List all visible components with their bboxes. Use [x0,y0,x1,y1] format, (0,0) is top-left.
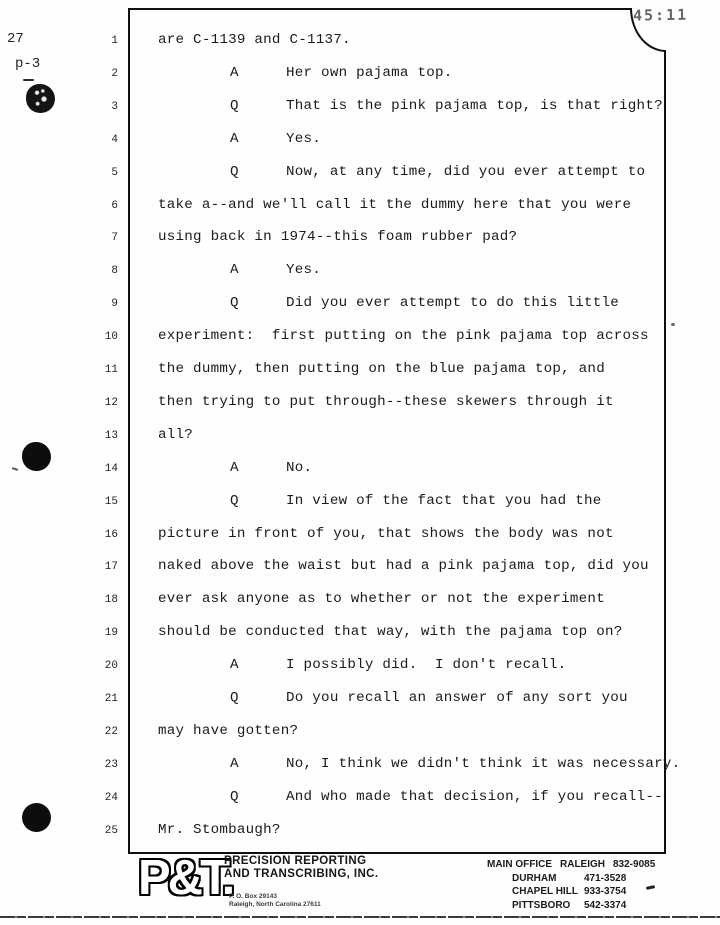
transcript-text: No, I think we didn't think it was necessary. [286,755,681,772]
transcript-line [0,131,720,161]
line-number: 23 [104,758,118,771]
transcript-line [0,427,720,457]
transcript-line [0,822,720,852]
line-number: 14 [104,462,118,475]
speaker-marker: Q [230,295,239,312]
transcript-line [0,624,720,654]
line-number: 24 [104,791,118,804]
transcript-line [0,756,720,786]
company-name-line1: PRECISION REPORTING [224,855,367,867]
transcript-text: take a--and we'll call it the dummy here that you were [158,196,632,213]
line-number: 17 [104,561,118,574]
transcript-line [0,460,720,490]
transcript-line [0,657,720,687]
main-office-label: MAIN OFFICE [487,859,552,870]
speaker-marker: A [230,459,239,476]
transcript-line [0,558,720,588]
transcript-text: Yes. [286,130,322,147]
line-number: 12 [104,396,118,409]
line-number: 22 [104,725,118,738]
transcript-text: naked above the waist but had a pink pajama top, did you [158,558,649,575]
office-city: DURHAM [512,872,557,884]
transcript-text: all? [158,426,194,443]
line-number: 4 [111,133,118,146]
transcript-text: ever ask anyone as to whether or not the experiment [158,591,605,608]
transcript-text: Her own pajama top. [286,64,453,81]
transcript-text: Did you ever attempt to do this little [286,295,620,312]
transcript-text: In view of the fact that you had the [286,492,602,509]
page-bottom-rule [0,916,720,918]
speaker-marker: A [230,130,239,147]
transcript-text: using back in 1974--this foam rubber pad? [158,229,518,246]
transcript-text: the dummy, then putting on the blue pajama top, and [158,361,605,377]
line-number: 19 [104,627,118,640]
main-office-row [487,858,655,872]
speaker-marker: Q [230,788,239,805]
line-number: 8 [111,265,118,278]
line-number: 3 [111,100,118,113]
line-number: 11 [104,364,118,376]
line-number: 5 [111,166,118,179]
main-office-city: RALEIGH [560,859,605,870]
transcript-text: And who made that decision, if you recall-- [286,788,663,805]
transcript-text: Mr. Stombaugh? [158,821,281,838]
line-number: 6 [111,199,118,212]
reporting-company-logo: P&T. [138,851,233,905]
line-number: 10 [104,331,118,344]
speaker-marker: Q [230,97,239,114]
address-line1: P. O. Box 29143 [229,893,277,900]
line-number: 16 [104,528,118,541]
transcript-line [0,526,720,556]
company-name-line2: AND TRANSCRIBING, INC. [224,868,379,880]
page-stamp-number: 45:11 [632,5,689,25]
speaker-marker: Q [230,492,239,509]
office-row [487,872,655,886]
transcript-text: Yes. [286,262,322,279]
line-number: 20 [104,660,118,673]
office-phone: 933-3754 [584,886,627,897]
transcript-line [0,591,720,621]
line-number: 1 [111,35,118,47]
transcript-line [0,493,720,523]
transcript-text: experiment: first putting on the pink pajama top across [158,328,649,345]
transcript-line [0,295,720,325]
transcript-text: That is the pink pajama top, is that right? [286,97,663,114]
speaker-marker: A [230,262,239,279]
speaker-marker: A [230,657,239,674]
transcript-text: I possibly did. I don't recall. [286,657,567,674]
main-office-phone: 832-9085 [613,859,656,870]
line-number: 13 [104,429,118,442]
transcript-text: No. [286,459,313,476]
transcript-text: Do you recall an answer of any sort you [286,690,628,706]
line-number: 21 [104,693,118,705]
office-row [487,899,655,913]
line-number: 18 [104,594,118,607]
transcript-text: may have gotten? [158,722,299,739]
line-number: 25 [104,824,118,837]
line-number: 9 [111,298,118,311]
address-line2: Raleigh, North Carolina 27611 [229,901,321,908]
transcript-line [0,197,720,227]
office-phone-list [487,858,655,912]
speaker-marker: A [230,755,239,772]
transcript-line [0,690,720,720]
office-row [487,885,655,899]
transcript-line [0,164,720,194]
transcript-line [0,361,720,391]
speaker-marker: Q [230,163,239,180]
transcript-line [0,32,720,62]
office-phone: 542-3374 [584,899,627,911]
line-number: 2 [111,67,118,80]
office-phone: 471-3528 [584,872,627,884]
transcript-text: then trying to put through--these skewers through it [158,393,614,410]
office-city: CHAPEL HILL [512,886,578,897]
speaker-marker: Q [230,690,239,706]
transcript-text: picture in front of you, that shows the body was not [158,525,614,542]
transcript-line [0,789,720,819]
margin-note-page: 27 [7,31,24,47]
margin-note-exhibit: p-3 [15,56,41,72]
transcript-line [0,394,720,424]
transcript-text: should be conducted that way, with the pajama top on? [158,624,623,641]
transcript-line [0,65,720,95]
transcript-text: Now, at any time, did you ever attempt to [286,163,646,180]
company-address [229,893,321,909]
transcript-line [0,262,720,292]
line-number: 7 [111,232,118,245]
transcript-line [0,98,720,128]
transcript-text: are C-1139 and C-1137. [158,32,351,48]
office-city: PITTSBORO [512,899,571,911]
line-number: 15 [104,495,118,508]
transcript-line [0,328,720,358]
transcript-line [0,723,720,753]
company-name [224,855,378,881]
transcript-line [0,229,720,259]
speaker-marker: A [230,64,239,81]
